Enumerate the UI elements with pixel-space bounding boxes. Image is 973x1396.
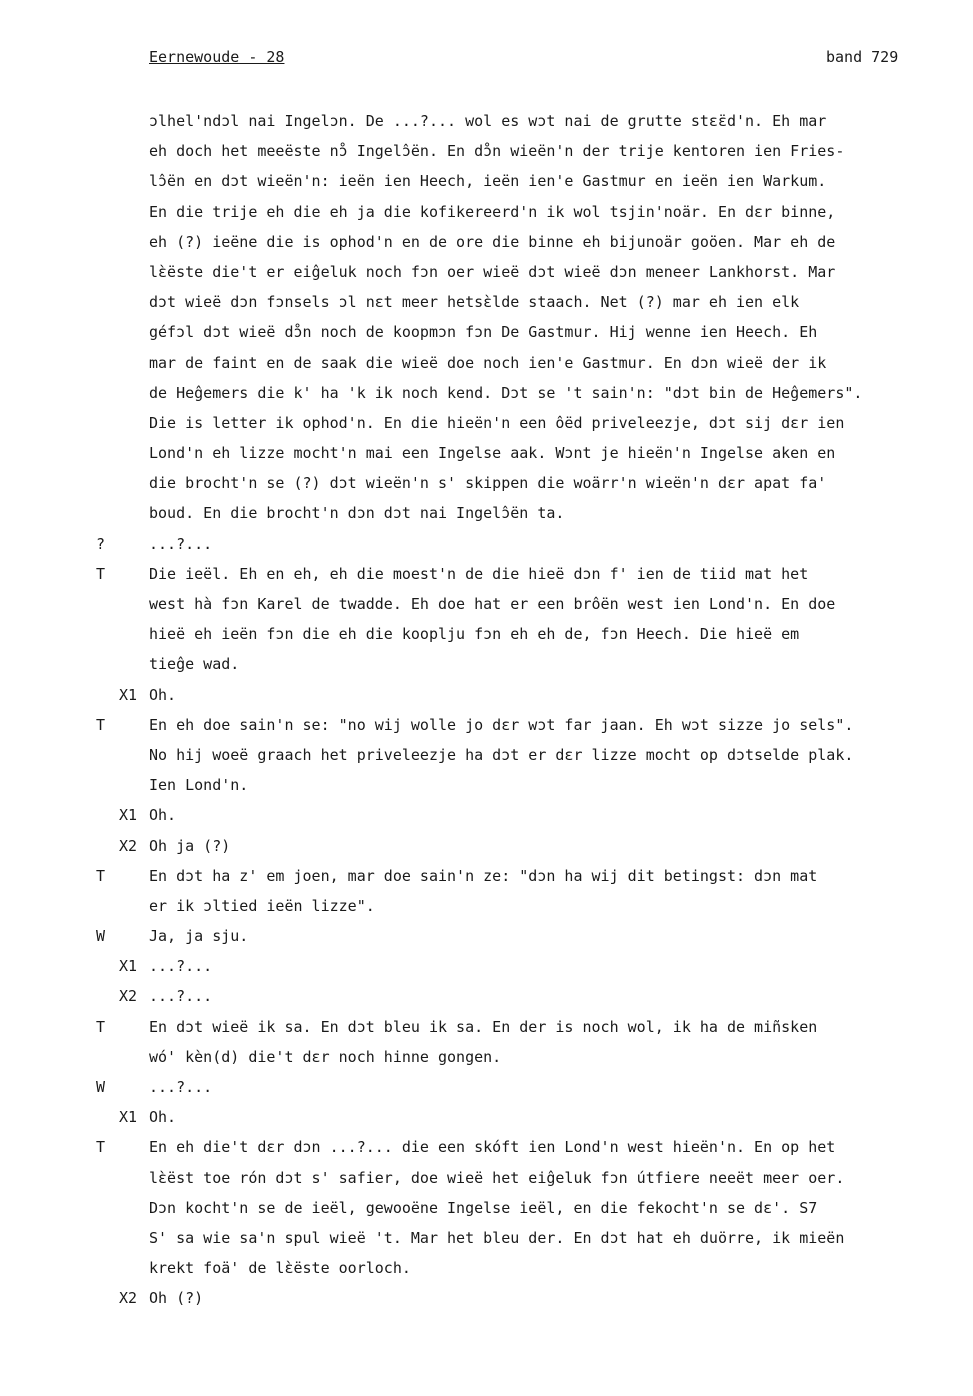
transcript-turn [0,800,973,830]
utterance-line: hieë eh ieën fɔn die eh die kooplju fɔn eh eh de, fɔn Heech. Die hieë em [149,625,800,644]
utterance-line: Oh ja (?) [149,836,231,855]
utterance [149,680,944,710]
utterance-line: Dɔn kocht'n se de ieël, gewooëne Ingelse ieël, en die fekocht'n se dɛ'. S7 [149,1198,818,1217]
utterance-line: ...?... [149,957,213,976]
speaker-label: T [96,715,106,734]
speaker-label: W [96,1078,106,1096]
transcript-turn [0,559,973,680]
utterance-line: lɛ̀ëste die't er eiĝeluk noch fɔn oer wieë dɔt wieë dɔn meneer Lankhorst. Mar [149,262,836,281]
utterance-line: die brocht'n se (?) dɔt wieën'n s' skippen die woärr'n wieën'n dɛr apat fa' [149,474,827,493]
utterance-line: lɛ̀ëst toe rón dɔt s' safier, doe wieë het eiĝeluk fɔn útfiere neeët meer oer. [149,1168,845,1187]
utterance-line: En dɔt ha z' em joen, mar doe sain'n ze: "dɔn ha wij dit betingst: dɔn mat [149,866,818,885]
utterance-line: ...?... [149,1078,213,1096]
utterance [149,529,944,559]
utterance [149,1132,944,1283]
transcript-turn [0,1072,973,1102]
transcript-turn [0,861,973,921]
transcript-turn [0,529,973,559]
transcript-body [0,106,973,1314]
utterance-line: ...?... [149,534,213,553]
speaker-label: W [96,927,106,946]
utterance [149,1283,944,1313]
utterance [149,861,944,921]
utterance-line: er ik ɔltied ieën lizze". [149,896,375,915]
utterance-line: de Heĝemers die k' ha 'k ik noch kend. Dɔt se 't sain'n: "dɔt bin de Heĝemers". [149,383,863,402]
speaker-label: T [96,1138,106,1157]
utterance-line: Oh. [149,685,177,704]
speaker-label: X2 [119,1289,138,1308]
speaker-label: T [96,1017,106,1036]
transcript-turn [0,921,973,951]
utterance-line: géfɔl dɔt wieë dɔ̊n noch de koopmɔn fɔn De Gastmur. Hij wenne ien Heech. Eh [149,323,818,342]
speaker-label: ? [96,534,106,553]
utterance [149,800,944,830]
speaker-label: X1 [119,685,138,704]
utterance-line: Oh. [149,806,177,825]
utterance-line: Oh. [149,1108,177,1127]
speaker-label: T [96,564,106,583]
utterance-line: dɔt wieë dɔn fɔnsels ɔl nɛt meer hetsɛ̀lde staach. Net (?) mar eh ien elk [149,293,800,312]
utterance-line: Oh (?) [149,1289,204,1308]
transcript-turn [0,1012,973,1072]
speaker-label: X2 [119,987,138,1006]
speaker-label: X1 [119,806,138,825]
utterance-line: eh doch het meeëste nɔ̊ Ingelɔ̂ën. En dɔ̊n wieën'n der trije kentoren ien Fries- [149,142,845,161]
utterance-line: boud. En die brocht'n dɔn dɔt nai Ingelɔ̂ën ta. [149,504,565,523]
utterance-line: tieĝe wad. [149,655,240,674]
utterance [149,921,944,951]
utterance-line: lɔ̂ën en dɔt wieën'n: ieën ien Heech, ieën ien'e Gastmur en ieën ien Warkum. [149,172,827,191]
utterance [149,981,944,1011]
utterance [149,1072,944,1102]
speaker-label: X1 [119,957,138,976]
speaker-label: X2 [119,836,138,855]
page-header-title: Eernewoude - 28 [149,48,285,66]
utterance-line: krekt foä' de lɛ̀ëste oorloch. [149,1259,411,1278]
utterance-line: Ja, ja sju. [149,927,249,946]
utterance [149,1102,944,1132]
utterance-line: Ien Lond'n. [149,776,249,795]
transcript-turn [0,951,973,981]
transcript-turn [0,680,973,710]
utterance [149,559,944,680]
page-header-tape-number: band 729 [826,48,899,66]
utterance-line: Die is letter ik ophod'n. En die hieën'n een ôëd priveleezje, dɔt sij dɛr ien [149,413,845,432]
transcript-turn [0,1283,973,1313]
transcript-turn [0,106,973,529]
transcript-turn [0,981,973,1011]
utterance [149,106,944,529]
utterance-line: wó' kèn(d) die't dɛr noch hinne gongen. [149,1047,502,1066]
speaker-label: T [96,866,106,885]
utterance-line: Die ieël. Eh en eh, eh die moest'n de die hieë dɔn f' ien de tiid mat het [149,564,809,583]
utterance [149,831,944,861]
utterance-line: No hij woeë graach het priveleezje ha dɔt er dɛr lizze mocht op dɔtselde plak. [149,745,854,764]
transcript-turn [0,710,973,801]
utterance-line: ɔlhel'ndɔl nai Ingelɔn. De ...?... wol es wɔt nai de grutte stɛɛ̈d'n. Eh mar [149,112,827,130]
utterance-line: S' sa wie sa'n spul wieë 't. Mar het bleu der. En dɔt hat eh duörre, ik mieën [149,1228,845,1247]
utterance-line: eh (?) ieëne die is ophod'n en de ore die binne eh bijunoär goöen. Mar eh de [149,232,836,251]
utterance-line: west hà fɔn Karel de twadde. Eh doe hat er een brôën west ien Lond'n. En doe [149,595,836,613]
utterance-line: mar de faint en de saak die wieë doe noch ien'e Gastmur. En dɔn wieë der ik [149,353,827,372]
transcript-turn [0,1102,973,1132]
utterance-line: Lond'n eh lizze mocht'n mai een Ingelse aak. Wɔnt je hieën'n Ingelse aken en [149,444,836,463]
transcript-turn [0,1132,973,1283]
utterance-line: En die trije eh die eh ja die kofikereerd'n ik wol tsjin'noär. En dɛr binne, [149,202,836,221]
utterance [149,951,944,981]
utterance [149,1012,944,1072]
transcript-turn [0,831,973,861]
utterance-line: En eh die't dɛr dɔn ...?... die een skóft ien Lond'n west hieën'n. En op het [149,1138,836,1157]
speaker-label: X1 [119,1108,138,1127]
utterance-line: ...?... [149,987,213,1006]
utterance [149,710,944,801]
utterance-line: En eh doe sain'n se: "no wij wolle jo dɛr wɔt far jaan. Eh wɔt sizze jo sels". [149,715,854,734]
utterance-line: En dɔt wieë ik sa. En dɔt bleu ik sa. En der is noch wol, ik ha de miñsken [149,1017,818,1036]
